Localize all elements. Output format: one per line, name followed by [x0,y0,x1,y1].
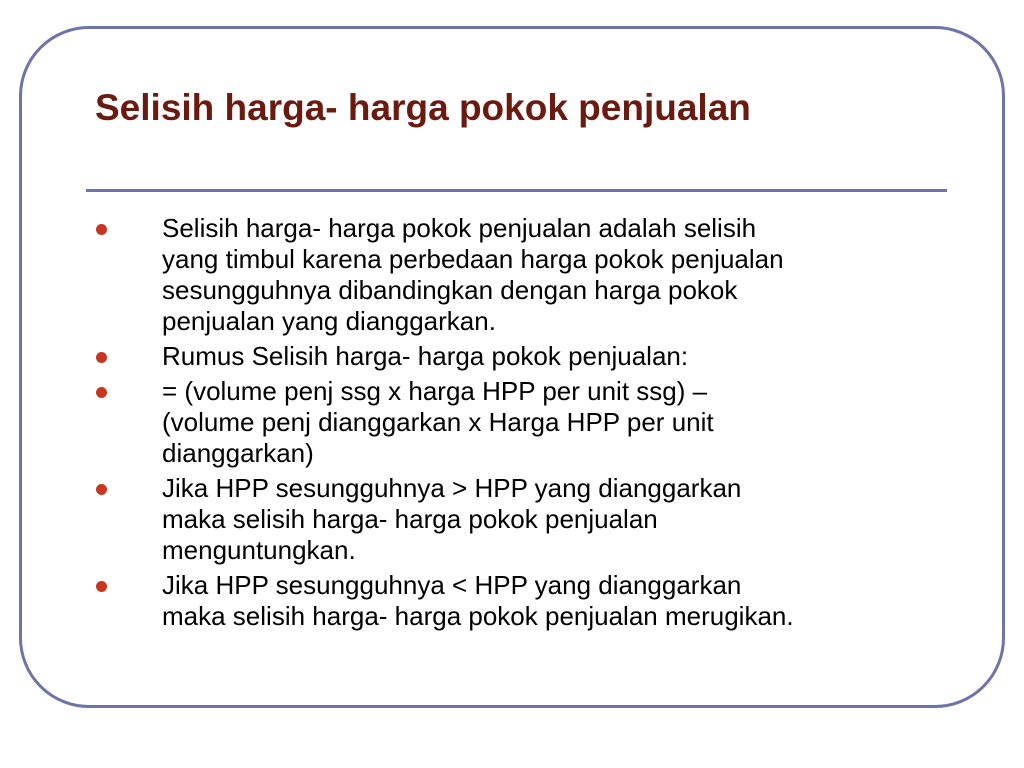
slide-title: Selisih harga- harga pokok penjualan [95,87,751,128]
bullet-dot-icon [96,224,107,235]
bullet-dot-icon [96,352,107,363]
bullet-dot-icon [96,581,107,592]
bullet-text: Rumus Selisih harga- harga pokok penjualan: [162,341,689,371]
bullet-item [96,376,896,469]
bullet-text: Jika HPP sesungguhnya < HPP yang dianggarkan maka selisih harga- harga pokok penjualan merugikan. [162,570,794,631]
bullet-text: Jika HPP sesungguhnya > HPP yang dianggarkan maka selisih harga- harga pokok penjualan menguntungkan. [162,473,742,565]
bullet-dot-icon [96,484,107,495]
bullet-item [96,213,896,337]
bullet-text: = (volume penj ssg x harga HPP per unit ssg) – (volume penj dianggarkan x Harga HPP per unit dianggarkan) [162,376,714,468]
bullet-item [96,473,896,566]
bullet-list [96,213,896,636]
bullet-text: Selisih harga- harga pokok penjualan adalah selisih yang timbul karena perbedaan harga pokok penjualan sesungguhnya dibandingkan dengan harga pokok penjualan yang dianggarkan. [162,213,784,336]
bullet-item [96,341,896,372]
bullet-dot-icon [96,387,107,398]
bullet-item [96,570,896,632]
title-divider [86,189,947,192]
